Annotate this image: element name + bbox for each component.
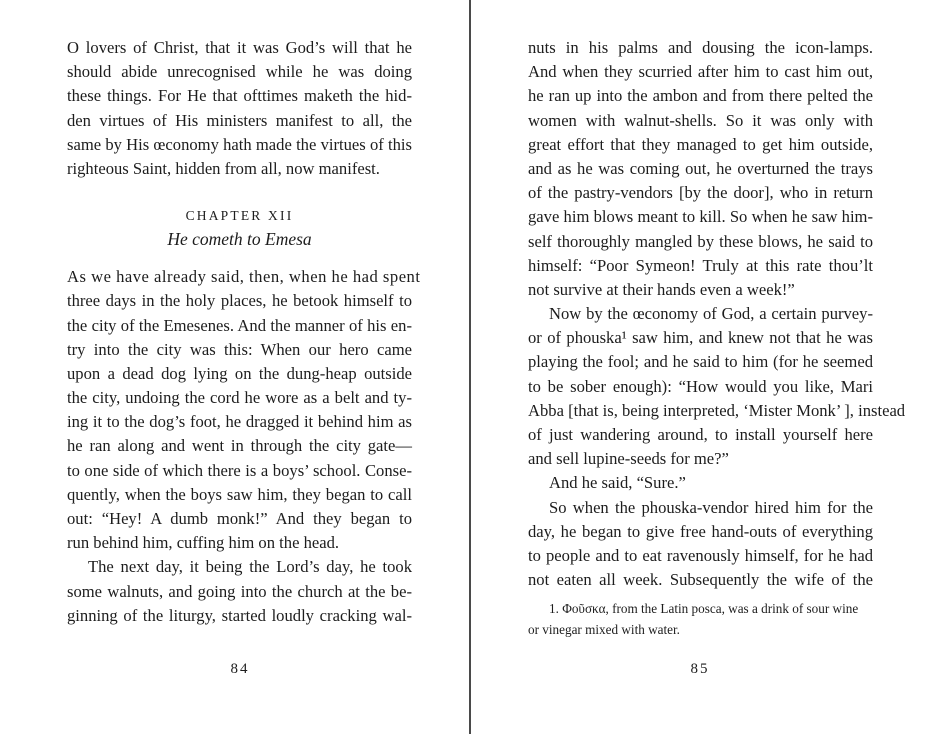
text-line: Abba [that is, being interpreted, ‘Mister Monk’ ], instead <box>528 400 906 420</box>
text-line: day, he began to give free hand-outs of everything <box>528 521 873 541</box>
chapter-title: He cometh to Emesa <box>167 229 312 250</box>
text-line: to one side of which there is a boys’ school. Conse- <box>67 460 412 480</box>
text-line: great effort that they managed to get him outside, <box>528 134 873 154</box>
text-line: the city of the Emesenes. And the manner of his en- <box>67 315 412 335</box>
text-line: Now by the œconomy of God, a certain purvey- <box>549 304 873 324</box>
chapter-label: CHAPTER XII <box>185 208 294 224</box>
text-line: out: “Hey! A dumb monk!” And they began to <box>67 509 412 528</box>
text-line: not survive at their hands even a week!” <box>528 279 795 299</box>
text-line: himself: “Poor Symeon! Truly at this rate thou’lt <box>528 255 873 275</box>
text-line: And when they scurried after him to cast him out, <box>528 62 873 82</box>
text-line: of the pastry-vendors [by the door], who in return <box>528 183 873 203</box>
text-line: O lovers of Christ, that it was God’s will that he <box>67 38 412 57</box>
text-line: playing the fool; and he said to him (for he seemed <box>528 352 873 372</box>
text-line: he ran up into the ambon and from there pelted the <box>528 86 873 106</box>
text-line: not eaten all week. Subsequently the wife of the <box>528 570 873 590</box>
left-page <box>67 36 421 628</box>
text-line: self thoroughly mangled by these blows, he said to <box>528 231 873 251</box>
text-line: the city, undoing the cord he wore as a belt and ty- <box>67 388 412 408</box>
text-line: So when the phouska-vendor hired him for the <box>549 497 873 517</box>
text-line: three days in the holy places, he betook himself to <box>67 291 412 311</box>
text-line: ginning of the liturgy, started loudly cracking wal- <box>67 605 412 625</box>
page-number-left: 84 <box>230 661 250 677</box>
text-line: should abide unrecognised while he was doing <box>67 62 412 82</box>
text-line: nuts in his palms and dousing the icon-lamps. <box>528 38 873 57</box>
text-line: of just wandering around, to install yourself here <box>528 425 873 444</box>
text-line: these things. For He that ofttimes maketh the hid- <box>67 86 412 106</box>
text-line: and sell lupine-seeds for me?” <box>528 449 729 469</box>
text-line: upon a dead dog lying on the dung-heap outside <box>67 363 412 383</box>
text-line: and as he was coming out, he overturned the trays <box>528 158 873 178</box>
text-line: some walnuts, and going into the church at the be- <box>67 581 412 601</box>
text-line: to be sober enough): “How would you like, Mari <box>528 376 873 396</box>
text-line: he ran along and went in through the city gate— <box>67 436 412 456</box>
footnote-line: or vinegar mixed with water. <box>528 622 680 638</box>
footnote <box>528 598 873 640</box>
text-line: women with walnut-shells. So it was only with <box>528 110 873 130</box>
text-line: try into the city was this: When our hero came <box>67 339 412 359</box>
text-line: The next day, it being the Lord’s day, he took <box>88 557 412 577</box>
footnote-line: 1. Φοῦσκα, from the Latin posca, was a drink of sour wine <box>549 601 859 617</box>
text-line: ing it to the dog’s foot, he dragged it behind him as <box>67 412 412 432</box>
text-line: And he said, “Sure.” <box>549 473 686 493</box>
page-number-right: 85 <box>690 661 710 677</box>
text-line: quently, when the boys saw him, they began to call <box>67 484 412 504</box>
text-line: run behind him, cuffing him on the head. <box>67 533 340 553</box>
text-line: or of phouska¹ saw him, and knew not that he was <box>528 328 873 348</box>
text-line: same by His œconomy hath made the virtues of this <box>67 134 412 154</box>
text-line: den virtues of His ministers manifest to all, the <box>67 110 412 130</box>
page-gutter <box>469 0 471 734</box>
text-line: As we have already said, then, when he had spent <box>67 267 421 287</box>
text-line: gave him blows meant to kill. So when he saw him- <box>528 207 873 227</box>
right-page <box>528 36 906 640</box>
text-line: to people and to eat ravenously himself, for he had <box>528 545 873 565</box>
text-line: righteous Saint, hidden from all, now manifest. <box>67 158 380 178</box>
